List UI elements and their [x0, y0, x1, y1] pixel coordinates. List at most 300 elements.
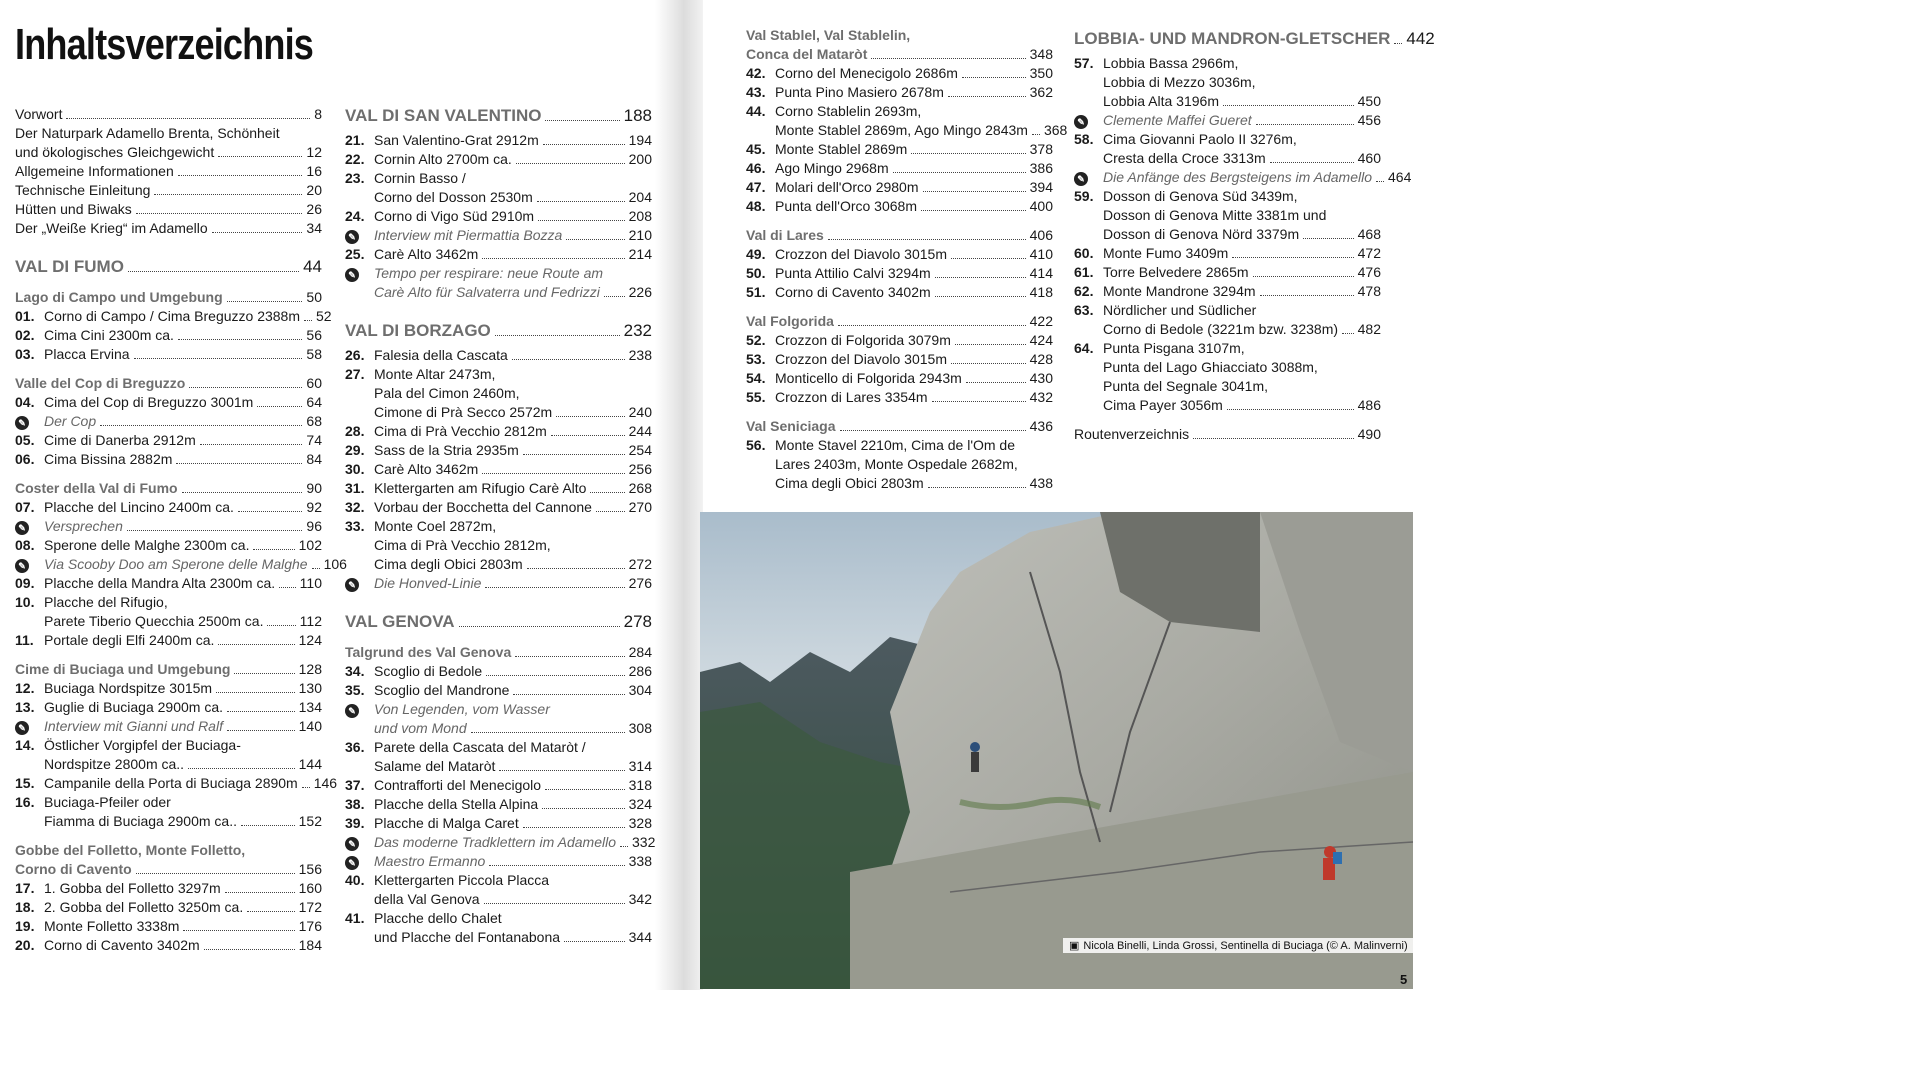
page-ref: 188: [623, 106, 652, 125]
toc-line-text: Monte Stavel 2210m, Cima de l'Om de: [775, 437, 1016, 453]
route-entry: [746, 283, 1053, 302]
route-entry: [1074, 130, 1381, 168]
entry-body: [1103, 187, 1381, 244]
leader-dots: [134, 358, 303, 359]
route-number: 17.: [15, 880, 35, 896]
toc-line: [374, 441, 652, 460]
page-ref: 406: [1029, 227, 1053, 243]
entry-body: [775, 159, 1053, 178]
toc-line-text: Campanile della Porta di Buciaga 2890m: [44, 775, 298, 791]
route-entry: [345, 662, 652, 681]
toc-line-text: Val Folgorida: [746, 313, 834, 329]
leader-dots: [499, 770, 624, 771]
leader-dots: [537, 201, 625, 202]
leader-dots: [516, 163, 625, 164]
entry-body: [44, 679, 322, 698]
intro-entry: [15, 200, 322, 219]
route-number: 34.: [345, 663, 365, 679]
toc-line: [775, 83, 1053, 102]
entry-body: [374, 871, 652, 909]
page-ref: 74: [306, 432, 322, 448]
toc-line-text: Die Anfänge des Bergsteigens im Adamello: [1103, 169, 1373, 185]
route-entry: [746, 159, 1053, 178]
toc-line: [1103, 263, 1381, 282]
toc-line-text: und ökologisches Gleichgewicht: [15, 144, 215, 160]
toc-line: [775, 455, 1053, 474]
toc-line-text: Placche del Rifugio,: [44, 594, 168, 610]
leader-dots: [253, 549, 294, 550]
toc-line: [775, 264, 1053, 283]
page-ref: 400: [1029, 198, 1053, 214]
toc-line-text: Das moderne Tradklettern im Adamello: [374, 834, 616, 850]
entry-body: [44, 574, 322, 593]
route-entry: [345, 738, 652, 776]
toc-line: [15, 479, 322, 498]
entry-body: [44, 307, 332, 326]
leader-dots: [545, 120, 619, 121]
page-ref: 490: [1357, 426, 1381, 442]
route-entry: [345, 422, 652, 441]
leader-dots: [542, 808, 624, 809]
toc-line: [374, 169, 652, 188]
page-ref: 418: [1029, 284, 1053, 300]
route-number: 16.: [15, 794, 35, 810]
route-number: 25.: [345, 246, 365, 262]
toc-line: [15, 200, 322, 219]
toc-line: [374, 536, 652, 555]
subsection-header: [15, 374, 322, 393]
route-entry: [345, 169, 652, 207]
leader-dots: [212, 232, 303, 233]
entry-body: [1103, 54, 1381, 111]
route-entry: [1074, 282, 1381, 301]
toc-line-text: Allgemeine Informationen: [15, 163, 174, 179]
toc-line-text: Corno di Cavento: [15, 861, 132, 877]
subsection-header: [345, 643, 652, 662]
toc-line-text: Corno del Dosson 2530m: [374, 189, 533, 205]
toc-line: [374, 909, 652, 928]
toc-line: [1103, 168, 1412, 187]
page-ref: 386: [1029, 160, 1053, 176]
intro-entry: [15, 219, 322, 238]
camera-icon: ▣: [1069, 940, 1080, 952]
route-number: 29.: [345, 442, 365, 458]
toc-line-text: Monte Coel 2872m,: [374, 518, 497, 534]
feature-icon: [1074, 168, 1103, 187]
feature-entry: [15, 517, 322, 536]
toc-line: [44, 612, 322, 631]
route-number: 12.: [15, 680, 35, 696]
leader-dots: [543, 144, 625, 145]
entry-body: [44, 736, 322, 774]
toc-line-text: Monticello di Folgorida 2943m: [775, 370, 962, 386]
toc-line: [1103, 54, 1381, 73]
toc-line-text: Punta Pisgana 3107m,: [1103, 340, 1245, 356]
leader-dots: [486, 675, 624, 676]
toc-line-text: Clemente Maffei Gueret: [1103, 112, 1252, 128]
entry-body: [775, 350, 1053, 369]
toc-line: [1103, 301, 1381, 320]
entry-body: [44, 936, 322, 955]
section-header: [1074, 28, 1435, 50]
toc-line: [374, 574, 652, 593]
toc-line-text: Cornin Alto 2700m ca.: [374, 151, 512, 167]
route-entry: [345, 795, 652, 814]
page-ref: 430: [1029, 370, 1053, 386]
leader-dots: [100, 425, 302, 426]
route-entry: [1074, 301, 1381, 339]
toc-line: [44, 412, 322, 431]
feature-entry: [15, 717, 322, 736]
page-ref: 468: [1357, 226, 1381, 242]
route-entry: [15, 879, 322, 898]
route-number: 40.: [345, 872, 365, 888]
toc-line: [775, 245, 1053, 264]
toc-column-1: [15, 105, 347, 955]
route-entry: [15, 326, 322, 345]
toc-line-text: Corno di Campo / Cima Breguzzo 2388m: [44, 308, 301, 324]
entry-body: [775, 178, 1053, 197]
toc-line-text: und Placche del Fontanabona: [374, 929, 561, 945]
toc-line-text: Corno di Cavento 3402m: [775, 284, 931, 300]
feature-entry: [1074, 168, 1412, 187]
toc-line-text: Molari dell'Orco 2980m: [775, 179, 919, 195]
leader-dots: [932, 401, 1026, 402]
page-ref: 112: [299, 613, 322, 629]
route-number: 60.: [1074, 245, 1094, 261]
section-header: [345, 611, 652, 633]
route-entry: [15, 450, 322, 469]
entry-body: [374, 365, 652, 422]
page-ref: 424: [1029, 332, 1053, 348]
toc-line-text: Placche della Mandra Alta 2300m ca.: [44, 575, 276, 591]
page-ref: 140: [298, 718, 322, 734]
toc-line-text: Placca Ervina: [44, 346, 130, 362]
toc-line-text: Klettergarten am Rifugio Carè Alto: [374, 480, 587, 496]
page-ref: 324: [628, 796, 652, 812]
toc-line: [44, 450, 322, 469]
page-ref: 244: [628, 423, 652, 439]
toc-line: [374, 226, 652, 245]
toc-line-text: Carè Alto für Salvaterra und Fedrizzi: [374, 284, 600, 300]
toc-line: [15, 124, 322, 143]
leader-dots: [513, 694, 624, 695]
leader-dots: [247, 911, 294, 912]
toc-line: [15, 841, 322, 860]
leader-dots: [216, 692, 295, 693]
page-ref: 56: [306, 327, 322, 343]
feature-icon: [15, 555, 44, 574]
entry-body: [44, 517, 322, 536]
toc-line: [1103, 187, 1381, 206]
page-ref: 476: [1357, 264, 1381, 280]
section-header: [345, 105, 652, 127]
route-number: 59.: [1074, 188, 1094, 204]
route-number: 46.: [746, 160, 766, 176]
section-header-text: VAL DI FUMO: [15, 257, 124, 276]
route-number: 23.: [345, 170, 365, 186]
climbing-photo: [700, 512, 1413, 989]
toc-line: [44, 345, 322, 364]
toc-line: [374, 517, 652, 536]
leader-dots: [218, 644, 294, 645]
subsection-header: [15, 479, 322, 498]
photo-caption-text: Nicola Binelli, Linda Grossi, Sentinella di Buciaga (© A. Malinverni): [1083, 940, 1408, 952]
toc-line: [746, 26, 1053, 45]
route-number: 63.: [1074, 302, 1094, 318]
route-number: 10.: [15, 594, 35, 610]
route-number: 52.: [746, 332, 766, 348]
leader-dots: [538, 220, 625, 221]
entry-body: [775, 331, 1053, 350]
toc-line-text: Guglie di Buciaga 2900m ca.: [44, 699, 223, 715]
entry-body: [374, 700, 652, 738]
pen-icon: ✎: [1074, 115, 1088, 129]
leader-dots: [604, 296, 625, 297]
page-ref: 314: [628, 758, 652, 774]
toc-line: [44, 679, 322, 698]
route-number: 02.: [15, 327, 35, 343]
feature-entry: [345, 226, 652, 245]
leader-dots: [620, 846, 628, 847]
route-entry: [746, 436, 1053, 493]
route-entry: [345, 207, 652, 226]
subsection-header: [746, 226, 1053, 245]
route-number: 62.: [1074, 283, 1094, 299]
toc-line-text: Routenverzeichnis: [1074, 426, 1190, 442]
toc-line: [44, 755, 322, 774]
toc-line: [1103, 377, 1381, 396]
toc-line: [44, 393, 322, 412]
route-number: 33.: [345, 518, 365, 534]
route-number: 07.: [15, 499, 35, 515]
toc-line: [746, 417, 1053, 436]
entry-body: [374, 169, 652, 207]
entry-body: [44, 593, 322, 631]
toc-line: [1103, 149, 1381, 168]
toc-line: [775, 64, 1053, 83]
leader-dots: [178, 339, 302, 340]
page-ref: 34: [306, 220, 322, 236]
section-header-text: VAL GENOVA: [345, 612, 455, 631]
toc-line-text: Klettergarten Piccola Placca: [374, 872, 550, 888]
section-header: [345, 320, 652, 342]
route-number: 41.: [345, 910, 365, 926]
leader-dots: [1232, 257, 1353, 258]
leader-dots: [1270, 162, 1354, 163]
route-number: 08.: [15, 537, 35, 553]
page-ref: 436: [1029, 418, 1053, 434]
page-ref: 204: [628, 189, 652, 205]
toc-line-text: San Valentino-Grat 2912m: [374, 132, 539, 148]
toc-line: [374, 681, 652, 700]
toc-line: [374, 346, 652, 365]
toc-line-text: Crozzon del Diavolo 3015m: [775, 246, 947, 262]
toc-line-text: Cima Cini 2300m ca.: [44, 327, 174, 343]
toc-line-text: Pala del Cimon 2460m,: [374, 385, 520, 401]
route-entry: [345, 245, 652, 264]
route-entry: [1074, 187, 1381, 244]
toc-line-text: Placche della Stella Alpina: [374, 796, 539, 812]
page-ref: 344: [628, 929, 652, 945]
toc-line: [44, 555, 347, 574]
page-ref: 160: [298, 880, 322, 896]
toc-line-text: Cime di Buciaga und Umgebung: [15, 661, 231, 677]
route-number: 49.: [746, 246, 766, 262]
subsection-header: [15, 288, 322, 307]
entry-body: [374, 264, 652, 302]
toc-line-text: Scoglio del Mandrone: [374, 682, 510, 698]
toc-line-text: Lobbia Bassa 2966m,: [1103, 55, 1239, 71]
route-number: 14.: [15, 737, 35, 753]
intro-entry: [1074, 425, 1381, 444]
leader-dots: [955, 344, 1026, 345]
leader-dots: [566, 239, 624, 240]
entry-body: [44, 431, 322, 450]
route-entry: [746, 83, 1053, 102]
toc-line: [1103, 339, 1381, 358]
toc-line: [1103, 130, 1381, 149]
feature-icon: [345, 852, 374, 871]
entry-body: [374, 738, 652, 776]
toc-line-text: Cornin Basso /: [374, 170, 466, 186]
route-entry: [345, 681, 652, 700]
toc-line-text: Punta del Segnale 3041m,: [1103, 378, 1269, 394]
page-ref: 394: [1029, 179, 1053, 195]
page-ref: 238: [628, 347, 652, 363]
pen-icon: ✎: [15, 559, 29, 573]
page-ref: 214: [628, 246, 652, 262]
route-entry: [15, 793, 322, 831]
entry-body: [1103, 282, 1381, 301]
page-ref: 278: [623, 612, 652, 631]
entry-body: [44, 450, 322, 469]
page-ref: 328: [628, 815, 652, 831]
page-ref: 304: [628, 682, 652, 698]
toc-line: [374, 422, 652, 441]
toc-line: [775, 369, 1053, 388]
route-number: 45.: [746, 141, 766, 157]
toc-line-text: Cime di Danerba 2912m: [44, 432, 196, 448]
toc-line: [775, 283, 1053, 302]
toc-line-text: Cima Bissina 2882m: [44, 451, 173, 467]
toc-line-text: Monte Folletto 3338m: [44, 918, 180, 934]
feature-icon: [345, 574, 374, 593]
pen-icon: ✎: [345, 268, 359, 282]
toc-line: [44, 593, 322, 612]
photo-illustration: [700, 512, 1413, 989]
page-ref: 268: [628, 480, 652, 496]
leader-dots: [1193, 438, 1353, 439]
leader-dots: [1253, 276, 1354, 277]
page-ref: 44: [303, 257, 322, 276]
page-ref: 128: [298, 661, 322, 677]
route-number: 01.: [15, 308, 35, 324]
route-entry: [746, 245, 1053, 264]
toc-line: [746, 226, 1053, 245]
page-ref: 350: [1029, 65, 1053, 81]
entry-body: [44, 498, 322, 517]
page-ref: 414: [1029, 265, 1053, 281]
leader-dots: [951, 258, 1026, 259]
toc-line: [44, 736, 322, 755]
toc-line-text: Der Cop: [44, 413, 97, 429]
route-number: 61.: [1074, 264, 1094, 280]
toc-line: [1074, 425, 1381, 444]
entry-body: [44, 879, 322, 898]
route-entry: [15, 679, 322, 698]
toc-line-text: Corno del Menecigolo 2686m: [775, 65, 958, 81]
toc-line-text: Fiamma di Buciaga 2900m ca..: [44, 813, 237, 829]
leader-dots: [871, 58, 1025, 59]
toc-line: [345, 643, 652, 662]
entry-body: [775, 140, 1053, 159]
page-ref: 84: [306, 451, 322, 467]
leader-dots: [1376, 181, 1384, 182]
leader-dots: [188, 768, 295, 769]
route-number: 42.: [746, 65, 766, 81]
route-entry: [746, 264, 1053, 283]
page-ref: 450: [1357, 93, 1381, 109]
leader-dots: [1223, 105, 1354, 106]
page-ref: 438: [1029, 475, 1053, 491]
entry-body: [44, 345, 322, 364]
route-entry: [15, 345, 322, 364]
toc-line: [44, 812, 322, 831]
entry-body: [44, 536, 322, 555]
route-entry: [746, 64, 1053, 83]
page-ref: 90: [306, 480, 322, 496]
toc-line: [374, 928, 652, 947]
toc-line: [374, 757, 652, 776]
route-number: 30.: [345, 461, 365, 477]
toc-line: [1103, 92, 1381, 111]
route-number: 58.: [1074, 131, 1094, 147]
toc-line: [775, 121, 1068, 140]
route-number: 39.: [345, 815, 365, 831]
toc-line-text: Sass de la Stria 2935m: [374, 442, 519, 458]
route-entry: [746, 369, 1053, 388]
toc-line-text: Cima degli Obici 2803m: [775, 475, 924, 491]
route-number: 35.: [345, 682, 365, 698]
leader-dots: [556, 416, 624, 417]
route-entry: [15, 536, 322, 555]
page-ref: 184: [298, 937, 322, 953]
page-ref: 270: [628, 499, 652, 515]
toc-line: [775, 178, 1053, 197]
page-ref: 172: [298, 899, 322, 915]
toc-line-text: Interview mit Gianni und Ralf: [44, 718, 223, 734]
toc-line: [374, 207, 652, 226]
toc-line: [44, 879, 322, 898]
toc-line-text: Cima di Prà Vecchio 2812m: [374, 423, 547, 439]
toc-line-text: Hütten und Biwaks: [15, 201, 132, 217]
route-entry: [15, 631, 322, 650]
toc-line-text: Crozzon di Folgorida 3079m: [775, 332, 951, 348]
toc-line: [15, 181, 322, 200]
toc-line: [15, 374, 322, 393]
leader-dots: [838, 325, 1026, 326]
toc-line-text: Portale degli Elfi 2400m ca.: [44, 632, 215, 648]
route-number: 15.: [15, 775, 35, 791]
leader-dots: [127, 530, 303, 531]
toc-line: [374, 245, 652, 264]
route-entry: [345, 150, 652, 169]
toc-line-text: Ago Mingo 2968m: [775, 160, 889, 176]
route-entry: [15, 736, 322, 774]
route-entry: [1074, 244, 1381, 263]
toc-line-text: Lares 2403m, Monte Ospedale 2682m,: [775, 456, 1018, 472]
